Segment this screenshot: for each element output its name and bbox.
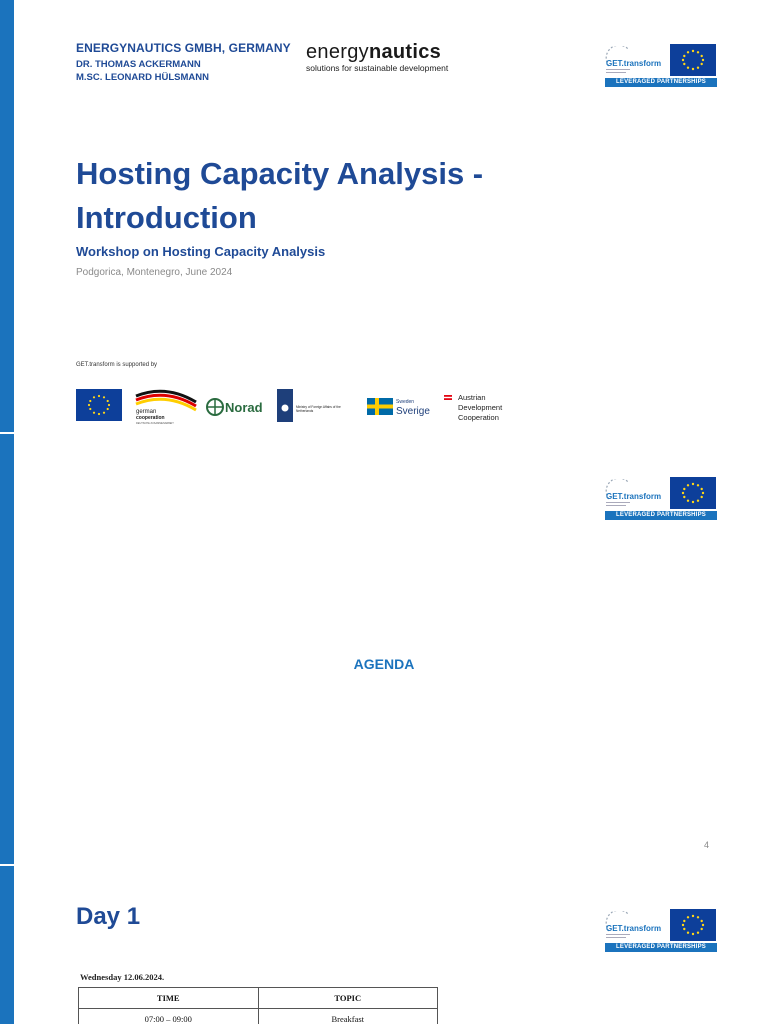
leveraged-partnerships-label: LEVERAGED PARTNERSHIPS: [605, 511, 717, 520]
supported-by-label: GET.transform is supported by: [76, 362, 158, 368]
german-coop-line1: german: [136, 409, 157, 415]
title-line-1: Hosting Capacity Analysis -: [76, 156, 484, 191]
eu-flag-icon: [670, 44, 716, 76]
get-transform-badge: [605, 44, 717, 90]
leveraged-partnerships-label: LEVERAGED PARTNERSHIPS: [605, 943, 717, 952]
day-heading: Day 1: [76, 903, 141, 930]
eu-flag-icon: [76, 389, 122, 421]
get-transform-badge: [605, 477, 717, 523]
accent-bar: [0, 866, 14, 1024]
get-transform-badge: [605, 909, 717, 955]
get-label: GET.transform: [606, 59, 662, 68]
accent-bar: [0, 434, 14, 864]
company-name: ENERGYNAUTICS GMBH, GERMANY: [76, 41, 291, 55]
page-number: 4: [704, 840, 710, 850]
day1-slide: [0, 866, 768, 1024]
austria-line3: Cooperation: [458, 413, 499, 422]
austrian-development-logo: [444, 393, 503, 422]
get-label: GET.transform: [606, 924, 662, 933]
german-coop-line3: DEUTSCHE ZUSAMMENARBEIT: [136, 422, 174, 425]
netherlands-line2: Netherlands: [296, 409, 314, 413]
subtitle: Workshop on Hosting Capacity Analysis: [76, 244, 326, 259]
german-coop-line2: cooperation: [136, 415, 165, 421]
get-label: GET.transform: [606, 492, 662, 501]
eu-flag-icon: [670, 477, 716, 509]
netherlands-line1: Ministry of Foreign Affairs of the: [296, 405, 341, 409]
sweden-line1: Sweden: [396, 399, 415, 405]
table-row: [79, 1009, 438, 1024]
eu-flag-icon: [670, 909, 716, 941]
agenda-slide: [0, 434, 768, 864]
page-title: [76, 152, 596, 240]
netherlands-ministry-logo: [277, 389, 341, 422]
table-header-row: [79, 988, 438, 1009]
author-2: M.SC. LEONARD HÜLSMANN: [76, 72, 209, 83]
get-transform-logo: [605, 911, 665, 941]
austria-line1: Austrian: [458, 393, 486, 402]
brand-suffix: nautics: [368, 41, 442, 63]
supporter-logos: [76, 386, 536, 426]
schedule-table: [78, 987, 438, 1024]
column-header-topic: TOPIC: [258, 988, 438, 1009]
accent-bar: [0, 0, 14, 432]
brand-prefix: energy: [306, 41, 369, 63]
sweden-line2: Sverige: [396, 406, 430, 417]
agenda-heading: AGENDA: [353, 656, 415, 672]
table-cell-topic: Breakfast: [258, 1009, 438, 1024]
norad-label: Norad: [225, 400, 263, 415]
brand-tagline: solutions for sustainable development: [306, 63, 449, 73]
title-slide: [0, 0, 768, 432]
get-transform-logo: [605, 46, 665, 76]
author-1: DR. THOMAS ACKERMANN: [76, 59, 201, 70]
location-date: Podgorica, Montenegro, June 2024: [76, 267, 233, 278]
schedule-date: Wednesday 12.06.2024.: [80, 972, 165, 982]
title-line-2: Introduction: [76, 200, 257, 235]
energynautics-logo: [306, 42, 448, 73]
leveraged-partnerships-label: LEVERAGED PARTNERSHIPS: [605, 78, 717, 87]
get-transform-logo: [605, 479, 665, 509]
norad-logo: [207, 399, 263, 415]
austria-line2: Development: [458, 403, 503, 412]
column-header-time: TIME: [79, 988, 259, 1009]
sweden-sverige-logo: [367, 398, 430, 417]
table-cell-time: 07:00 – 09:00: [79, 1009, 259, 1024]
german-cooperation-logo: [136, 391, 196, 425]
